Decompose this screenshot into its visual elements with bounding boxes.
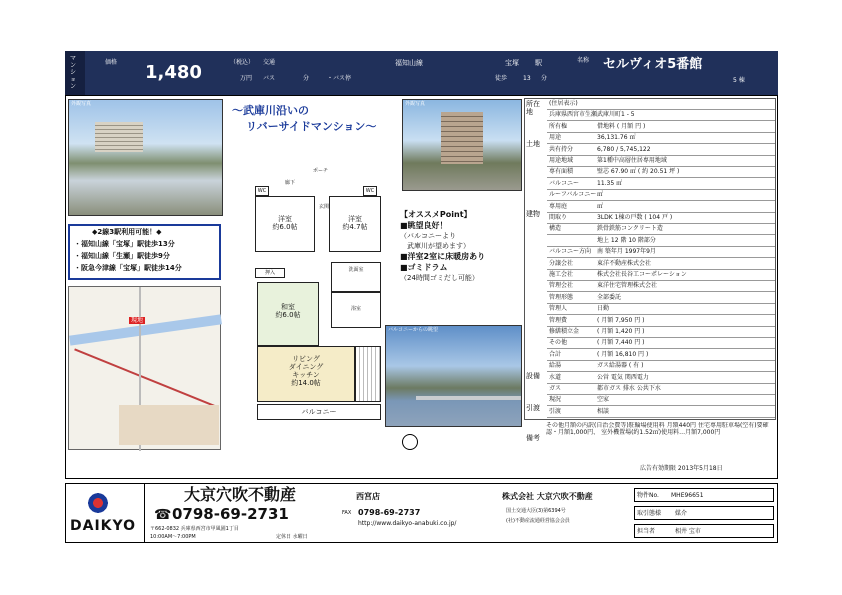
- detail-value: 東洋不動産株式会社: [597, 259, 652, 267]
- detail-value: 地上 12 階 10 階部分: [597, 236, 656, 244]
- room-name: 和室: [281, 303, 295, 311]
- divider: [144, 484, 145, 542]
- detail-key: 給湯: [549, 362, 562, 370]
- detail-value: 鉄骨鉄筋コンクリート造: [597, 225, 663, 233]
- entrance-label: 玄関: [319, 204, 330, 210]
- detail-row: [547, 145, 775, 156]
- detail-row: [547, 350, 775, 361]
- property-type-label: マンション: [70, 55, 77, 90]
- detail-key: バルコニー: [549, 179, 580, 187]
- detail-value: ガス給湯器 ( 有 ): [597, 362, 644, 370]
- access-box: [68, 224, 221, 280]
- detail-row: [547, 316, 775, 327]
- point-item: ■眺望良好！: [400, 221, 448, 230]
- detail-row: [547, 190, 775, 201]
- exterior-photo-2: [402, 99, 522, 191]
- detail-key: 施工会社: [549, 271, 574, 278]
- access-line: ・福知山線「生瀬」駅徒歩9分: [74, 252, 170, 260]
- detail-value: 東洋住宅管理株式会社: [597, 282, 658, 290]
- photo-caption: 外観写真: [405, 101, 426, 107]
- detail-key: 管理形態: [549, 293, 574, 301]
- building-number: 5 棟: [733, 77, 745, 84]
- detail-key: 共有持分: [549, 145, 574, 153]
- detail-value: 6,780 / 5,745,122: [597, 145, 651, 153]
- walk-unit: 分: [541, 75, 548, 82]
- detail-row: [547, 338, 775, 349]
- detail-key: 構造: [549, 225, 562, 233]
- detail-row: [547, 373, 775, 384]
- phone-icon: ☎: [154, 507, 172, 523]
- detail-key: 管理費: [549, 316, 568, 324]
- detail-value: 第1種中高層住居専用地域: [597, 157, 667, 164]
- line-name: 福知山線: [395, 59, 423, 67]
- detail-key: その他: [549, 339, 568, 347]
- price-value: 1,480: [145, 62, 202, 83]
- detail-key: ルーフバルコニー: [549, 191, 597, 199]
- detail-value: 壁芯 67.90 ㎡ ( 約 20.51 坪 ): [597, 168, 680, 176]
- detail-key: 用途: [549, 134, 562, 142]
- detail-row: [547, 202, 775, 213]
- detail-key: (住居表示): [549, 100, 578, 107]
- detail-key: 間取り: [549, 214, 568, 221]
- license-no: 国土交通大臣(3)第6394号: [506, 508, 566, 514]
- detail-row: [547, 213, 775, 224]
- detail-value: 相談: [597, 407, 610, 415]
- footer: [65, 483, 778, 543]
- deal-type-label: 取引態様: [637, 510, 662, 517]
- photo-caption: バルコニーからの眺望: [388, 327, 439, 333]
- company-name: 大京穴吹不動産: [184, 485, 297, 504]
- header-bar: [65, 51, 778, 95]
- detail-key: 管理会社: [549, 282, 574, 290]
- price-label: 価格: [105, 59, 118, 66]
- bathroom: 浴室: [331, 292, 381, 328]
- western-room-1: [255, 196, 315, 252]
- detail-row: [547, 236, 775, 247]
- detail-key: 現況: [549, 396, 562, 404]
- wc-room-2: WC: [363, 186, 377, 196]
- fax-label: FAX: [342, 510, 352, 516]
- detail-value: 株式会社長谷工コーポレーション: [597, 271, 687, 278]
- office-address: 〒662-0832 兵庫県西宮市甲風園1丁目: [150, 526, 239, 532]
- exterior-photo-1: [68, 99, 223, 216]
- detail-row: [547, 156, 775, 167]
- point-item: （バルコニーより: [400, 232, 456, 240]
- room-size: 約6.0帖: [272, 223, 298, 231]
- japanese-room: [257, 282, 319, 346]
- detail-row: [547, 122, 775, 133]
- detail-value: ( 月額 16,810 円 ): [597, 350, 649, 358]
- walk-label: 徒歩: [495, 75, 508, 82]
- balcony-view-photo: [385, 325, 522, 427]
- access-title: ◆2線3駅利用可能！◆: [92, 228, 162, 236]
- detail-value: 空家: [597, 396, 610, 404]
- staff-name: 相井 宝市: [675, 528, 701, 535]
- name-label: 名称: [577, 57, 590, 64]
- bus-minutes: 分: [303, 75, 310, 82]
- detail-row: [547, 179, 775, 190]
- detail-value: 日勤: [597, 305, 610, 313]
- detail-key: 分譲会社: [549, 259, 574, 267]
- detail-value: 公営 電気 関西電力: [597, 373, 649, 381]
- room-size: 約6.0帖: [275, 311, 301, 319]
- detail-key: 管理人: [549, 305, 568, 313]
- washroom: 洗面室: [331, 262, 381, 292]
- association: (社)不動産流通経営協会会員: [506, 518, 570, 524]
- section-label-building: 建物: [526, 210, 540, 218]
- catchphrase-line-2: リバーサイドマンション～: [246, 120, 377, 133]
- detail-row: [547, 395, 775, 406]
- detail-value: ( 月額 7,950 円 ): [597, 316, 645, 324]
- station-suffix: 駅: [535, 59, 542, 67]
- deal-type: 媒介: [675, 510, 688, 517]
- building-shape: [441, 112, 483, 164]
- room-name: 洋室: [348, 215, 362, 223]
- detail-value: ㎡: [597, 202, 604, 210]
- point-item: 武庫川が望めます）: [400, 242, 470, 250]
- detail-key: 専用庭: [549, 202, 568, 210]
- bus-stop: ・バス停: [327, 75, 352, 82]
- detail-key: 用途地域: [549, 157, 574, 164]
- detail-row: [547, 407, 775, 418]
- area-map: [68, 286, 221, 450]
- deal-type-box: [634, 506, 774, 520]
- station-name: 宝塚: [505, 59, 519, 67]
- detail-key: 合計: [549, 350, 562, 358]
- price-unit: 万円: [240, 75, 253, 82]
- detail-key: 水道: [549, 373, 562, 381]
- wc-room: WC: [255, 186, 269, 196]
- staff-box: [634, 524, 774, 538]
- business-hours: 10:00AM～7:00PM: [150, 534, 196, 540]
- detail-row: [547, 99, 775, 110]
- corridor-label: 廊下: [285, 180, 296, 186]
- branch-name: 西宮店: [356, 492, 380, 501]
- detail-row: [547, 224, 775, 235]
- detail-key: バルコニー方向: [549, 248, 592, 256]
- detail-value: 3LDK 1棟の戸数 ( 104 戸 ): [597, 214, 673, 221]
- section-label-handover: 引渡: [526, 404, 540, 412]
- room-name: キッチン: [292, 371, 320, 379]
- detail-row: [547, 327, 775, 338]
- detail-key: 兵庫県西宮市生瀬武庫川町1 - 5: [549, 111, 635, 119]
- detail-row: [547, 384, 775, 395]
- site-marker: 現地: [131, 317, 144, 324]
- property-no: MHE96651: [671, 492, 704, 499]
- detail-row: [547, 293, 775, 304]
- points-title: 【オススメPoint】: [400, 210, 472, 219]
- compass-icon: [402, 434, 418, 450]
- recommend-points: [400, 210, 485, 282]
- building-name: セルヴィオ5番館: [603, 57, 703, 72]
- point-item: （24時間ゴミだし可能）: [400, 274, 479, 282]
- remarks-text: その他月額の内訳(自治会費等)駐輪場使用料 月額440円 住宅専用駐車場(空有)要確認・月額1,000円、 室外機置場(約1.52㎡)使用料…月額7,000円: [546, 422, 769, 436]
- closet: 押入: [255, 268, 285, 278]
- balcony: バルコニー: [257, 404, 381, 420]
- logo-mark-icon: [86, 492, 110, 514]
- corporation-name: 株式会社 大京穴吹不動産: [502, 492, 593, 501]
- detail-row: [547, 247, 775, 258]
- ad-expiry: 広告有効期限 2013年5月18日: [640, 465, 723, 472]
- section-label-facilities: 設備: [526, 372, 540, 380]
- living-dining-kitchen: [257, 346, 355, 402]
- river-shape: [69, 314, 222, 345]
- room-size: 約14.0帖: [291, 379, 321, 387]
- room-size: 約4.7帖: [342, 223, 368, 231]
- detail-value: 36,131.76 ㎡: [597, 134, 636, 142]
- section-label-land: 土地: [526, 140, 540, 148]
- room-name: リビング: [292, 355, 320, 363]
- urban-area: [119, 405, 219, 445]
- bus-label: バス: [263, 75, 276, 82]
- detail-value: 11.35 ㎡: [597, 179, 623, 187]
- holiday: 定休日 水曜日: [276, 534, 308, 540]
- building-shape: [95, 122, 143, 152]
- detail-row: [547, 361, 775, 372]
- detail-key: ガス: [549, 385, 562, 392]
- website-link[interactable]: http://www.daikyo-anabuki.co.jp/: [358, 520, 457, 527]
- western-room-2: [329, 196, 381, 252]
- phone-number[interactable]: 0798-69-2731: [172, 505, 289, 523]
- room-name: ダイニング: [288, 363, 324, 371]
- detail-row: [547, 281, 775, 292]
- section-label-remarks: 備考: [526, 434, 540, 442]
- photo-caption: 外観写真: [71, 101, 92, 107]
- detail-value: ㎡: [597, 191, 604, 199]
- detail-value: ( 月額 1,420 円 ): [597, 328, 645, 335]
- staff-label: 担当者: [637, 528, 656, 535]
- transport-label: 交通: [263, 59, 276, 66]
- detail-row: [547, 304, 775, 315]
- detail-value: 全部委託: [597, 293, 622, 301]
- room-name: 洋室: [278, 215, 292, 223]
- property-no-label: 物件No.: [637, 492, 659, 499]
- detail-row: [547, 110, 775, 121]
- detail-row: [547, 259, 775, 270]
- fax-number: 0798-69-2737: [358, 508, 421, 517]
- detail-value: ( 月額 7,440 円 ): [597, 339, 645, 347]
- catchphrase-line-1: ～武庫川沿いの: [232, 104, 309, 117]
- detail-value: 都市ガス 排水 公共下水: [597, 385, 661, 392]
- kitchen-counter: [355, 346, 381, 402]
- detail-key: 専有面積: [549, 168, 574, 176]
- floor-plan: [245, 168, 395, 430]
- access-line: ・阪急今津線「宝塚」駅徒歩14分: [74, 264, 182, 272]
- railway-line: [74, 348, 217, 407]
- detail-key: 引渡: [549, 407, 562, 415]
- property-no-box: [634, 488, 774, 502]
- section-label-location: 所在地: [526, 100, 540, 116]
- detail-row: [547, 133, 775, 144]
- detail-row: [547, 167, 775, 178]
- detail-value: 借地料 ( 月額 円 ): [597, 122, 646, 130]
- detail-row: [547, 270, 775, 281]
- tax-note: （税込）: [230, 59, 255, 66]
- point-item: ■洋室2室に床暖房あり: [400, 252, 486, 261]
- access-line: ・福知山線「宝塚」駅徒歩13分: [74, 240, 175, 248]
- point-item: ■ゴミドラム: [400, 263, 448, 272]
- detail-value: 南 築年月 1997年9月: [597, 248, 656, 256]
- header-side-tab: [65, 51, 85, 95]
- company-logo: DAIKYO: [70, 518, 137, 534]
- detail-key: 所有権: [549, 122, 568, 130]
- bridge-shape: [416, 396, 521, 400]
- walk-minutes: 13: [523, 75, 531, 82]
- porch-label: ポーチ: [313, 168, 329, 174]
- detail-key: 修繕積立金: [549, 328, 580, 335]
